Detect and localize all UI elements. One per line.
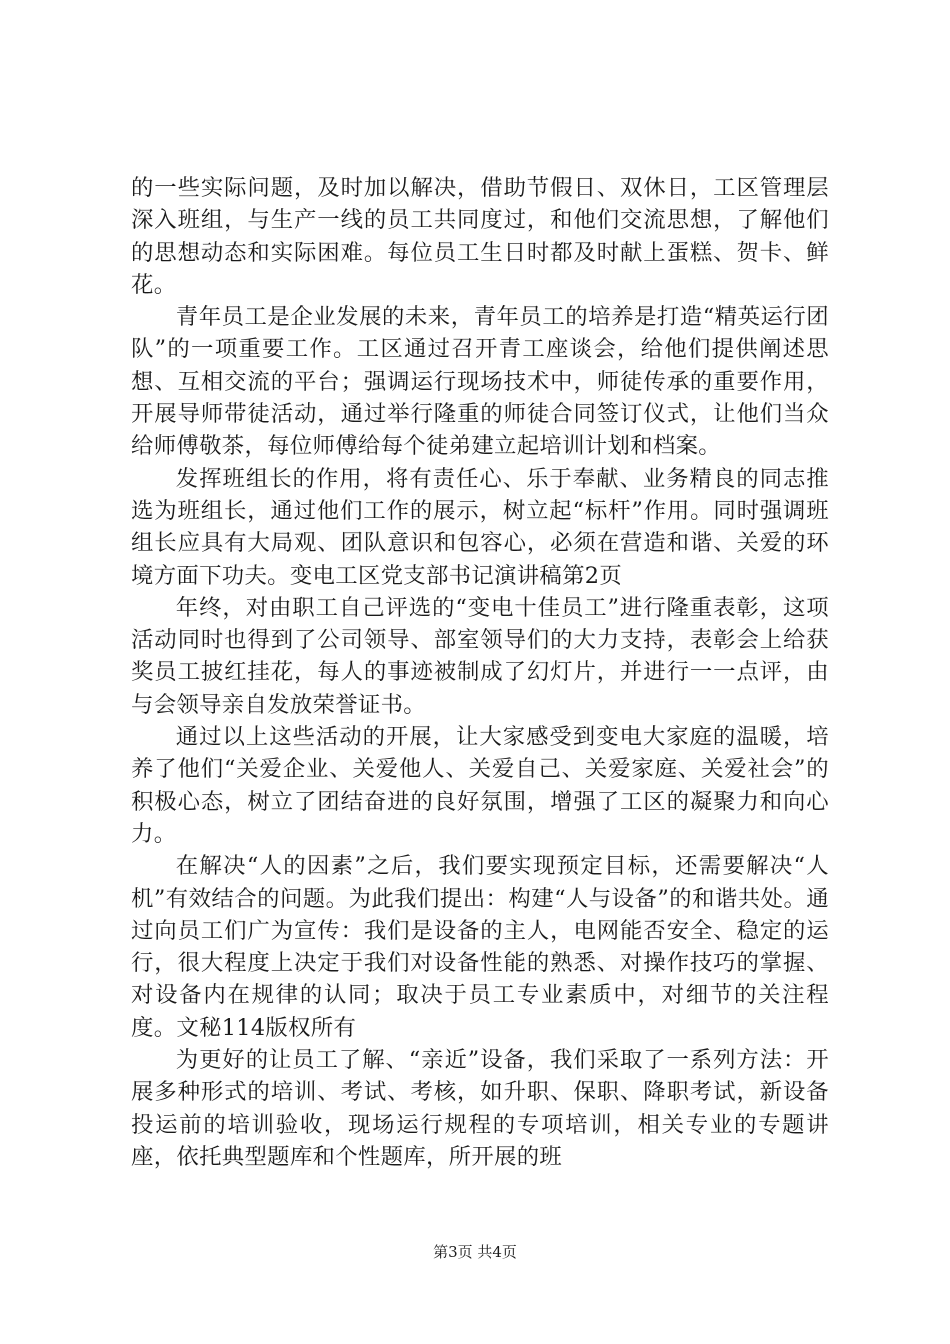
paragraph-7: 为更好的让员工了解、“亲近”设备，我们采取了一系列方法：开展多种形式的培训、考试、考核，如升职、保职、降职考试，新设备投运前的培训验收，现场运行规程的专项培训，相关专业的专题讲座，依托典型题库和个性题库，所开展的班: [131, 1047, 829, 1170]
paragraph-3: 发挥班组长的作用，将有责任心、乐于奉献、业务精良的同志推选为班组长，通过他们工作的展示，树立起“标杆”作用。同时强调班组长应具有大局观、团队意识和包容心，必须在营造和谐、关爱的环境方面下功夫。变电工区党支部书记演讲稿第2页: [131, 465, 829, 589]
paragraph-2: 青年员工是企业发展的未来，青年员工的培养是打造“精英运行团队”的一项重要工作。工区通过召开青工座谈会，给他们提供阐述思想、互相交流的平台；强调运行现场技术中，师徒传承的重要作用，开展导师带徒活动，通过举行隆重的师徒合同签订仪式，让他们当众给师傅敬茶，每位师傅给每个徒弟建立起培训计划和档案。: [131, 304, 829, 460]
paragraph-1: 的一些实际问题，及时加以解决，借助节假日、双休日，工区管理层深入班组，与生产一线的员工共同度过，和他们交流思想，了解他们的思想动态和实际困难。每位员工生日时都及时献上蛋糕、贺卡、鲜花。: [131, 175, 829, 298]
document-body: [131, 172, 829, 1173]
paragraph-4: 年终，对由职工自己评选的“变电十佳员工”进行隆重表彰，这项活动同时也得到了公司领导、部室领导们的大力支持，表彰会上给获奖员工披红挂花，每人的事迹被制成了幻灯片，并进行一一点评，由与会领导亲自发放荣誉证书。: [131, 594, 829, 718]
page-footer: 第3页 共4页: [433, 1243, 517, 1261]
paragraph-5: 通过以上这些活动的开展，让大家感受到变电大家庭的温暖，培养了他们“关爱企业、关爱他人、关爱自己、关爱家庭、关爱社会”的积极心态，树立了团结奋进的良好氛围，增强了工区的凝聚力和向心力。: [131, 724, 829, 847]
paragraph-6: 在解决“人的因素”之后，我们要实现预定目标，还需要解决“人机”有效结合的问题。为此我们提出：构建“人与设备”的和谐共处。通过向员工们广为宣传：我们是设备的主人，电网能否安全、稳定的运行，很大程度上决定于我们对设备性能的熟悉、对操作技巧的掌握、对设备内在规律的认同；取决于员工专业素质中，对细节的关注程度。文秘114版权所有: [131, 853, 829, 1041]
